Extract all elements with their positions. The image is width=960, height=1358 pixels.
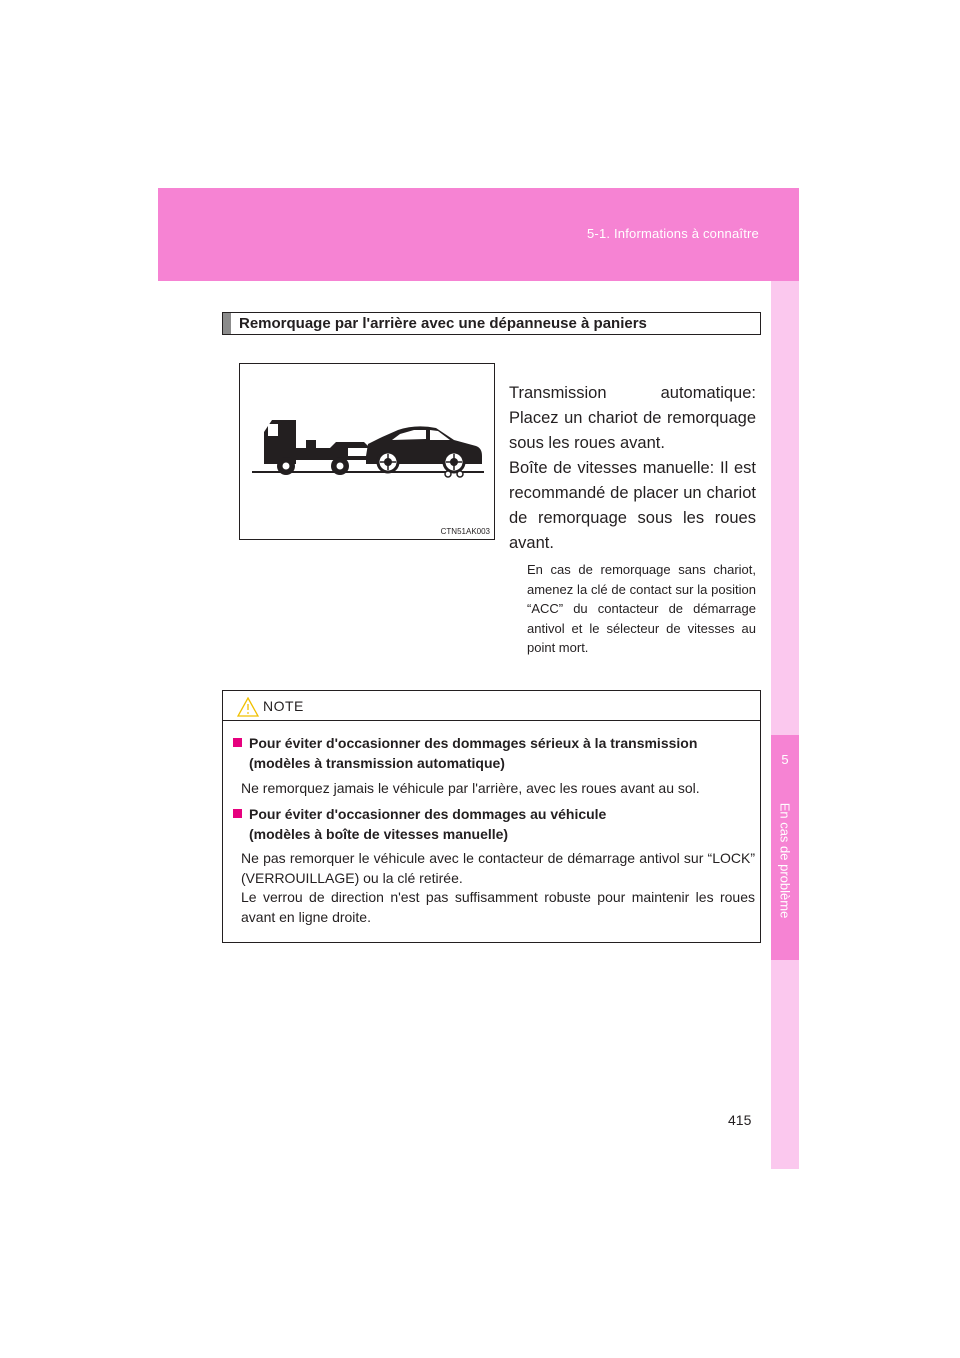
chapter-label-text: En cas de problème	[777, 802, 793, 918]
section-heading-text: Remorquage par l'arrière avec une dépanneuse à paniers	[239, 315, 647, 332]
chapter-label	[771, 770, 799, 950]
paragraph-manual: Boîte de vitesses manuelle: Il est recommandé de placer un chariot de remorquage sous les roues avant.	[509, 459, 756, 552]
note-box	[222, 690, 761, 943]
note-item-2-text-1: Ne pas remorquer le véhicule avec le contacteur de démarrage antivol sur “LOCK” (VERROUILLAGE) ou la clé retirée.	[241, 850, 755, 886]
bullet-square-icon	[233, 738, 242, 747]
tow-truck-with-car-icon	[240, 364, 494, 539]
note-item-1-title	[233, 733, 753, 773]
note-item-2-title-line2: (modèles à boîte de vitesses manuelle)	[249, 826, 509, 842]
note-item-2-text-2: Le verrou de direction n'est pas suffisamment robuste pour maintenir les roues avant en ligne droite.	[241, 889, 755, 925]
section-heading	[222, 312, 761, 335]
note-item-1-title-line1: Pour éviter d'occasionner des dommages sérieux à la transmission	[249, 735, 698, 751]
figure-code: CTN51AK003	[440, 527, 490, 536]
paragraph-automatic: Transmission automatique: Placez un chariot de remorquage sous les roues avant.	[509, 384, 756, 452]
header-band	[158, 188, 799, 281]
page-number: 415	[728, 1112, 752, 1128]
side-tab	[771, 281, 799, 1169]
note-item-2-title-line1: Pour éviter d'occasionner des dommages au véhicule	[249, 806, 607, 822]
note-label: NOTE	[263, 698, 304, 714]
bullet-square-icon	[233, 809, 242, 818]
tow-figure	[239, 363, 495, 540]
heading-bar	[223, 313, 231, 334]
note-item-2-title	[233, 804, 753, 844]
note-item-1-title-line2: (modèles à transmission automatique)	[249, 755, 505, 771]
warning-triangle-icon	[237, 697, 259, 717]
chapter-number: 5	[781, 752, 789, 767]
note-header	[223, 691, 760, 721]
note-item-1-text: Ne remorquez jamais le véhicule par l'arrière, avec les roues avant au sol.	[241, 780, 700, 796]
header-section-title: 5-1. Informations à connaître	[586, 226, 759, 241]
paragraph-no-dolly: En cas de remorquage sans chariot, amenez la clé de contact sur la position “ACC” du contacteur de démarrage antivol et le sélecteur de vitesses au point mort.	[527, 562, 756, 656]
